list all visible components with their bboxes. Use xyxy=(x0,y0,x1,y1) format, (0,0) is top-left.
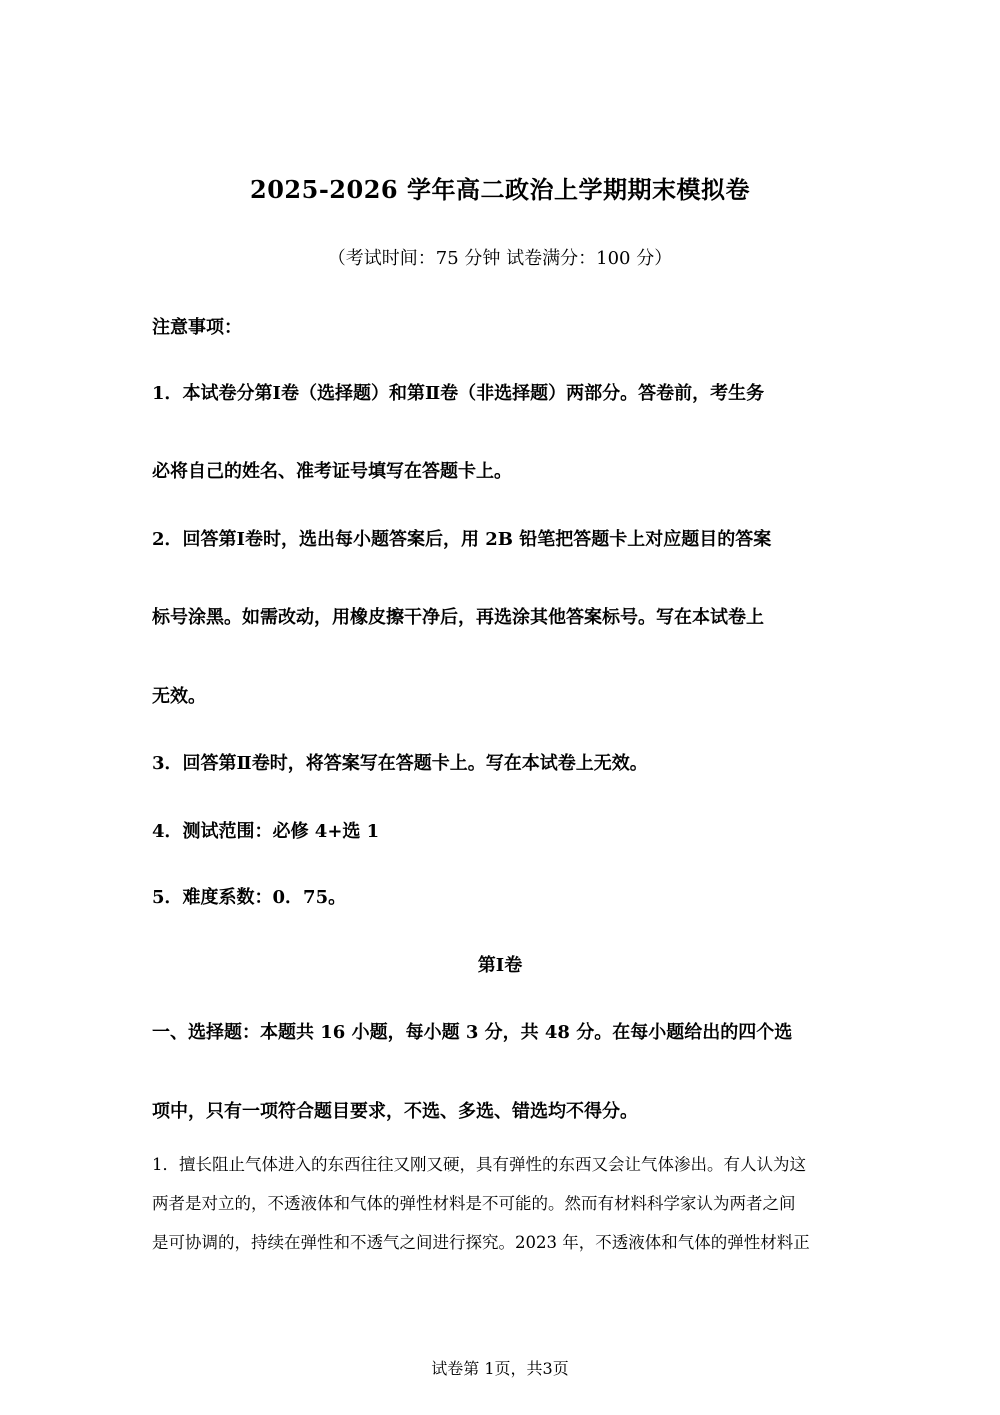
notice-line: 3．回答第Ⅱ卷时，将答案写在答题卡上。写在本试卷上无效。 xyxy=(152,753,648,774)
notice-line: 2．回答第Ⅰ卷时，选出每小题答案后，用 2B 铅笔把答题卡上对应题目的答案 xyxy=(152,529,772,550)
question-1-line: 两者是对立的，不透液体和气体的弹性材料是不可能的。然而有材料科学家认为两者之间 xyxy=(152,1194,796,1213)
question-1-line: 1．擅长阻止气体进入的东西往往又刚又硬，具有弹性的东西又会让气体渗出。有人认为这 xyxy=(152,1155,806,1174)
notice-line: 5．难度系数：0．75。 xyxy=(152,887,347,908)
question-1-line: 是可协调的，持续在弹性和不透气之间进行探究。2023 年，不透液体和气体的弹性材料正 xyxy=(152,1233,810,1252)
page-title: 2025-2026 学年高二政治上学期期末模拟卷 xyxy=(250,175,750,204)
section-title: 第Ⅰ卷 xyxy=(477,955,523,976)
page-footer: 试卷第 1页，共3页 xyxy=(431,1359,569,1378)
part-heading-line: 项中，只有一项符合题目要求，不选、多选、错选均不得分。 xyxy=(152,1101,638,1122)
notice-line: 4．测试范围：必修 4+选 1 xyxy=(152,821,380,842)
notice-line: 1．本试卷分第Ⅰ卷（选择题）和第Ⅱ卷（非选择题）两部分。答卷前，考生务 xyxy=(152,383,765,404)
notice-heading: 注意事项： xyxy=(152,317,242,338)
notice-line: 标号涂黑。如需改动，用橡皮擦干净后，再选涂其他答案标号。写在本试卷上 xyxy=(152,607,764,628)
exam-time-info: （考试时间：75 分钟 试卷满分：100 分） xyxy=(327,248,673,269)
notice-line: 无效。 xyxy=(152,686,206,707)
notice-line: 必将自己的姓名、准考证号填写在答题卡上。 xyxy=(152,461,512,482)
part-heading-line: 一、选择题：本题共 16 小题，每小题 3 分，共 48 分。在每小题给出的四个选 xyxy=(152,1022,793,1043)
